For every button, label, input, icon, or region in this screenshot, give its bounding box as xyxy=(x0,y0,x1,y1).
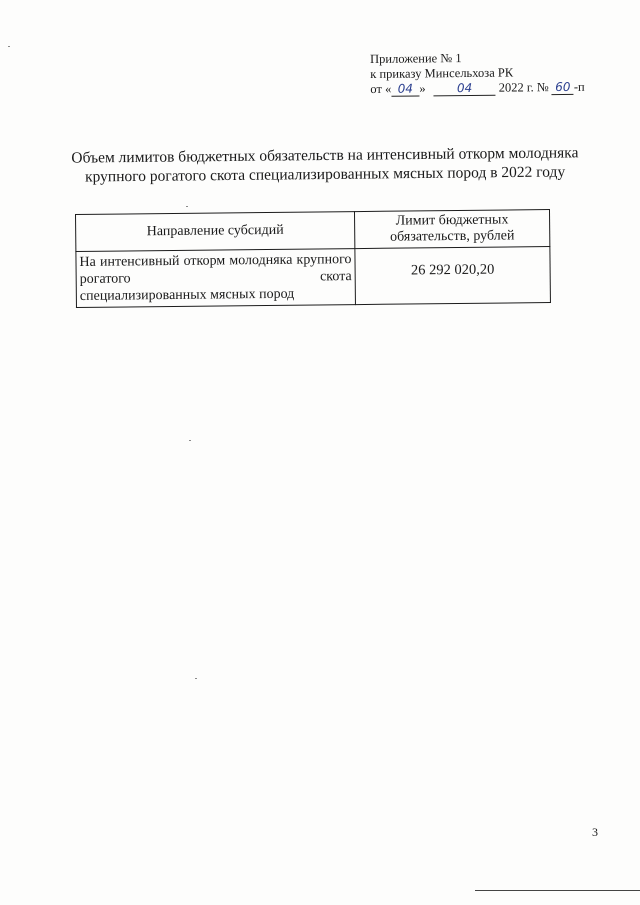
header-limit: Лимит бюджетных обязательств, рублей xyxy=(354,210,549,249)
table-row xyxy=(76,247,551,308)
order-suffix: -п xyxy=(573,79,585,94)
year-text: 2022 г. № xyxy=(498,80,549,95)
document-title xyxy=(60,143,590,187)
date-mid: » xyxy=(419,81,426,96)
appendix-date-line xyxy=(370,79,610,97)
appendix-header xyxy=(370,49,610,97)
scan-speck xyxy=(8,46,10,47)
limits-table-container xyxy=(75,209,551,308)
direction-text-end: специализированных мясных пород xyxy=(79,286,295,304)
handwritten-order-number: 60 xyxy=(552,81,574,95)
bottom-divider xyxy=(475,890,640,891)
scan-speck xyxy=(189,440,191,441)
cell-limit-amount: 26 292 020,20 xyxy=(355,247,551,305)
handwritten-month: 04 xyxy=(434,82,496,97)
appendix-order-ref: к приказу Минсельхоза РК xyxy=(370,65,514,81)
direction-text: На интенсивный откорм молодняка крупного рогатого скота xyxy=(79,252,352,287)
scan-speck xyxy=(195,678,197,679)
table-header-row xyxy=(76,210,550,252)
appendix-title: Приложение № 1 xyxy=(370,51,462,66)
scan-speck xyxy=(186,206,188,207)
title-line-1: Объем лимитов бюджетных обязательств на интенсивный откорм молодняка xyxy=(71,144,579,167)
title-line-2: крупного рогатого скота специализированных мясных пород в 2022 году xyxy=(84,163,566,186)
page-number: 3 xyxy=(592,825,598,839)
limits-table xyxy=(75,209,551,308)
cell-direction xyxy=(76,249,356,308)
handwritten-day: 04 xyxy=(391,82,419,96)
date-prefix: от « xyxy=(370,81,392,96)
header-direction: Направление субсидий xyxy=(76,212,355,252)
